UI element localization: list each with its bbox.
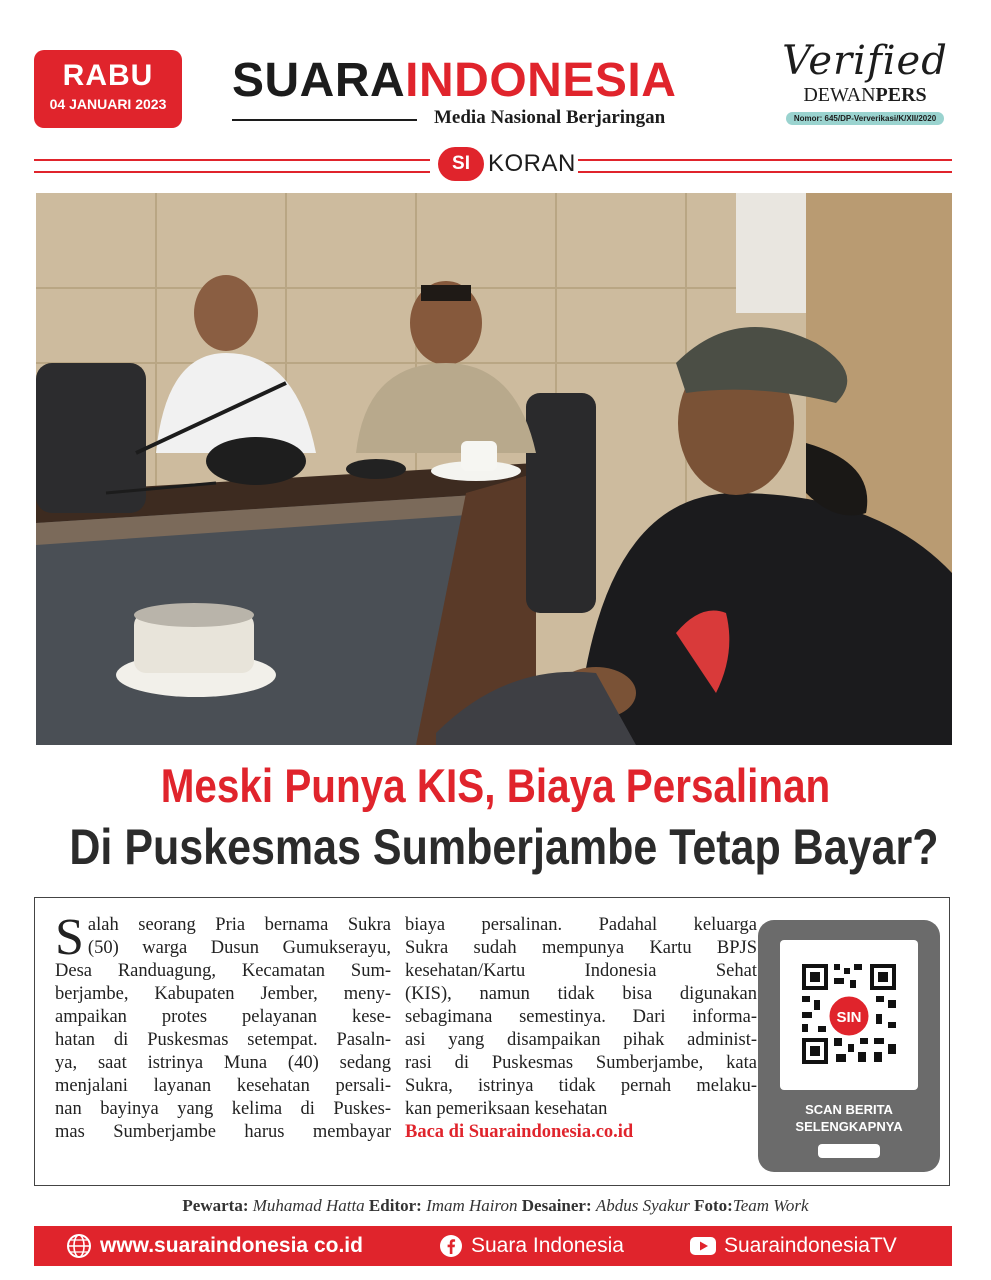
verification-number: Nomor: 645/DP-Ververikasi/K/XII/2020 xyxy=(786,112,944,125)
youtube-icon xyxy=(690,1236,716,1256)
article-line: hatan di Puskesmas setempat. Pasaln- xyxy=(55,1030,391,1050)
headline-line-1: Meski Punya KIS, Biaya Persalinan xyxy=(160,759,831,812)
dropcap: S xyxy=(55,909,84,966)
article-line: biaya persalinan. Padahal keluarga xyxy=(405,915,757,935)
article-line: nan bayinya yang kelima di Puskes- xyxy=(55,1099,391,1119)
globe-icon xyxy=(66,1233,92,1259)
verified-script: Verified xyxy=(782,38,948,84)
qr-logo-text: SIN xyxy=(836,1009,862,1026)
article-line: Sukra, istrinya tidak pernah melaku- xyxy=(405,1076,757,1096)
pewarta-label: Pewarta: xyxy=(182,1196,249,1215)
footer-facebook-link[interactable] xyxy=(439,1226,624,1266)
facebook-icon xyxy=(439,1234,463,1258)
masthead xyxy=(232,55,752,135)
article-line: (KIS), namun tidak bisa digunakan xyxy=(405,984,757,1004)
dewan-word: DEWAN xyxy=(803,84,876,106)
brand-part-suara: SUARA xyxy=(232,54,406,107)
credits-line xyxy=(0,1196,991,1216)
tagline: Media Nasional Berjaringan xyxy=(434,107,666,128)
brand-name xyxy=(232,55,752,107)
article-line: asi yang disampaikan pihak administ- xyxy=(405,1030,757,1050)
verified-dewan-pers-logo xyxy=(770,38,960,138)
foto-name: Team Work xyxy=(732,1196,809,1215)
brand-part-indonesia: INDONESIA xyxy=(405,54,677,107)
desainer-name: Abdus Syakur xyxy=(595,1196,690,1215)
pers-word: PERS xyxy=(875,84,927,106)
qr-card-pill xyxy=(818,1144,880,1158)
editor-label: Editor: xyxy=(368,1196,422,1215)
dewan-pers-label xyxy=(770,84,960,106)
koran-label: KORAN xyxy=(488,150,576,177)
read-more-link[interactable]: Baca di Suaraindonesia.co.id xyxy=(405,1122,634,1142)
article-line: rasi di Puskesmas Sumberjambe, kata xyxy=(405,1053,757,1073)
facebook-text: Suara Indonesia xyxy=(471,1234,624,1257)
section-label xyxy=(430,147,578,181)
article-line: kesehatan/Kartu Indonesia Sehat xyxy=(405,961,757,981)
article-line: alah seorang Pria bernama Sukra xyxy=(87,915,391,935)
footer-website-link[interactable] xyxy=(66,1226,363,1266)
meeting-photo-illustration xyxy=(36,193,952,745)
article-line: ampaikan protes pelayanan kese- xyxy=(55,1007,391,1027)
qr-code-icon xyxy=(780,940,918,1090)
article-line: mas Sumberjambe harus membayar xyxy=(55,1122,391,1142)
footer-bar xyxy=(34,1226,952,1266)
article-column-1 xyxy=(55,909,391,1144)
date-label: 04 JANUARI 2023 xyxy=(49,96,167,112)
article-line: Sukra sudah mempunya Kartu BPJS xyxy=(405,938,757,958)
qr-code[interactable] xyxy=(780,940,918,1090)
article-line: ya, saat istrinya Muna (40) sedang xyxy=(55,1053,391,1073)
article-box xyxy=(34,897,950,1186)
date-badge xyxy=(34,50,182,128)
article-line: menjalani layanan kesehatan persali- xyxy=(55,1076,391,1096)
article-column-2 xyxy=(405,914,757,1144)
article-line: (50) warga Dusun Gumukserayu, xyxy=(87,938,391,958)
youtube-text: SuaraindonesiaTV xyxy=(724,1234,897,1257)
qr-caption-line-1: SCAN BERITA xyxy=(805,1102,893,1117)
day-label: RABU xyxy=(62,59,154,92)
qr-card[interactable] xyxy=(758,920,940,1172)
section-divider xyxy=(34,144,952,184)
website-text: www.suaraindonesia co.id xyxy=(100,1234,363,1257)
foto-label: Foto: xyxy=(694,1196,733,1215)
si-badge: SI xyxy=(438,147,484,181)
tagline-rule xyxy=(232,119,417,121)
editor-name: Imam Hairon xyxy=(426,1196,518,1215)
news-photo xyxy=(36,193,952,745)
article-line: sebagimana semestinya. Dari informa- xyxy=(405,1007,757,1027)
article-line: berjambe, Kabupaten Jember, meny- xyxy=(55,984,391,1004)
footer-youtube-link[interactable] xyxy=(690,1226,897,1266)
qr-caption-line-2: SELENGKAPNYA xyxy=(795,1119,903,1134)
pewarta-name: Muhamad Hatta xyxy=(252,1196,365,1215)
article-line: Desa Randuagung, Kecamatan Sum- xyxy=(55,961,391,981)
article-line: kan pemeriksaan kesehatan xyxy=(405,1099,608,1119)
headline-line-2: Di Puskesmas Sumberjambe Tetap Bayar? xyxy=(69,819,939,875)
desainer-label: Desainer: xyxy=(521,1196,592,1215)
